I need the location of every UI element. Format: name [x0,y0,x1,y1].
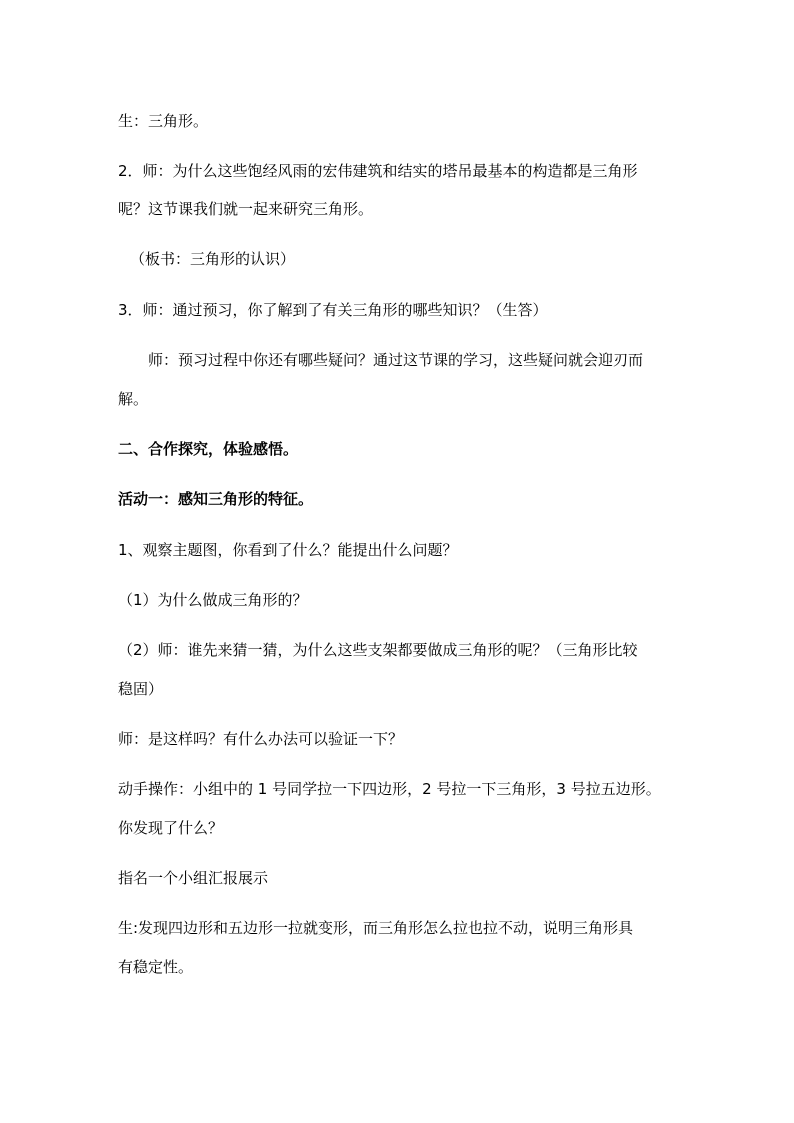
text-line: 1、观察主题图，你看到了什么？能提出什么问题？ [118,541,458,559]
text-line: （板书：三角形的认识） [130,250,296,268]
text-line: 解。 [118,390,149,408]
text-line: 呢？这节课我们就一起来研究三角形。 [118,200,374,218]
section-heading: 二、合作探究，体验感悟。 [118,440,299,458]
text-line: 稳固） [118,680,164,698]
activity-heading: 活动一：感知三角形的特征。 [118,490,314,508]
text-line: 生:发现四边形和五边形一拉就变形，而三角形怎么拉也拉不动，说明三角形具 [118,919,634,937]
text-line: （1）为什么做成三角形的？ [118,591,308,609]
text-line: 动手操作：小组中的 1 号同学拉一下四边形，2 号拉一下三角形，3 号拉五边形。 [118,780,661,798]
text-line: 3．师：通过预习，你了解到了有关三角形的哪些知识？（生答） [118,301,548,319]
text-line: 师：是这样吗？有什么办法可以验证一下？ [118,730,404,748]
text-line: 师：预习过程中你还有哪些疑问？通过这节课的学习，这些疑问就会迎刃而 [148,351,644,369]
text-line: 指名一个小组汇报展示 [118,869,269,887]
text-line: 生：三角形。 [118,112,209,130]
text-line: 2．师：为什么这些饱经风雨的宏伟建筑和结实的塔吊最基本的构造都是三角形 [118,162,638,180]
text-line: （2）师：谁先来猜一猜，为什么这些支架都要做成三角形的呢？（三角形比较 [118,641,638,659]
text-line: 你发现了什么？ [118,819,224,837]
text-line: 有稳定性。 [118,958,194,976]
